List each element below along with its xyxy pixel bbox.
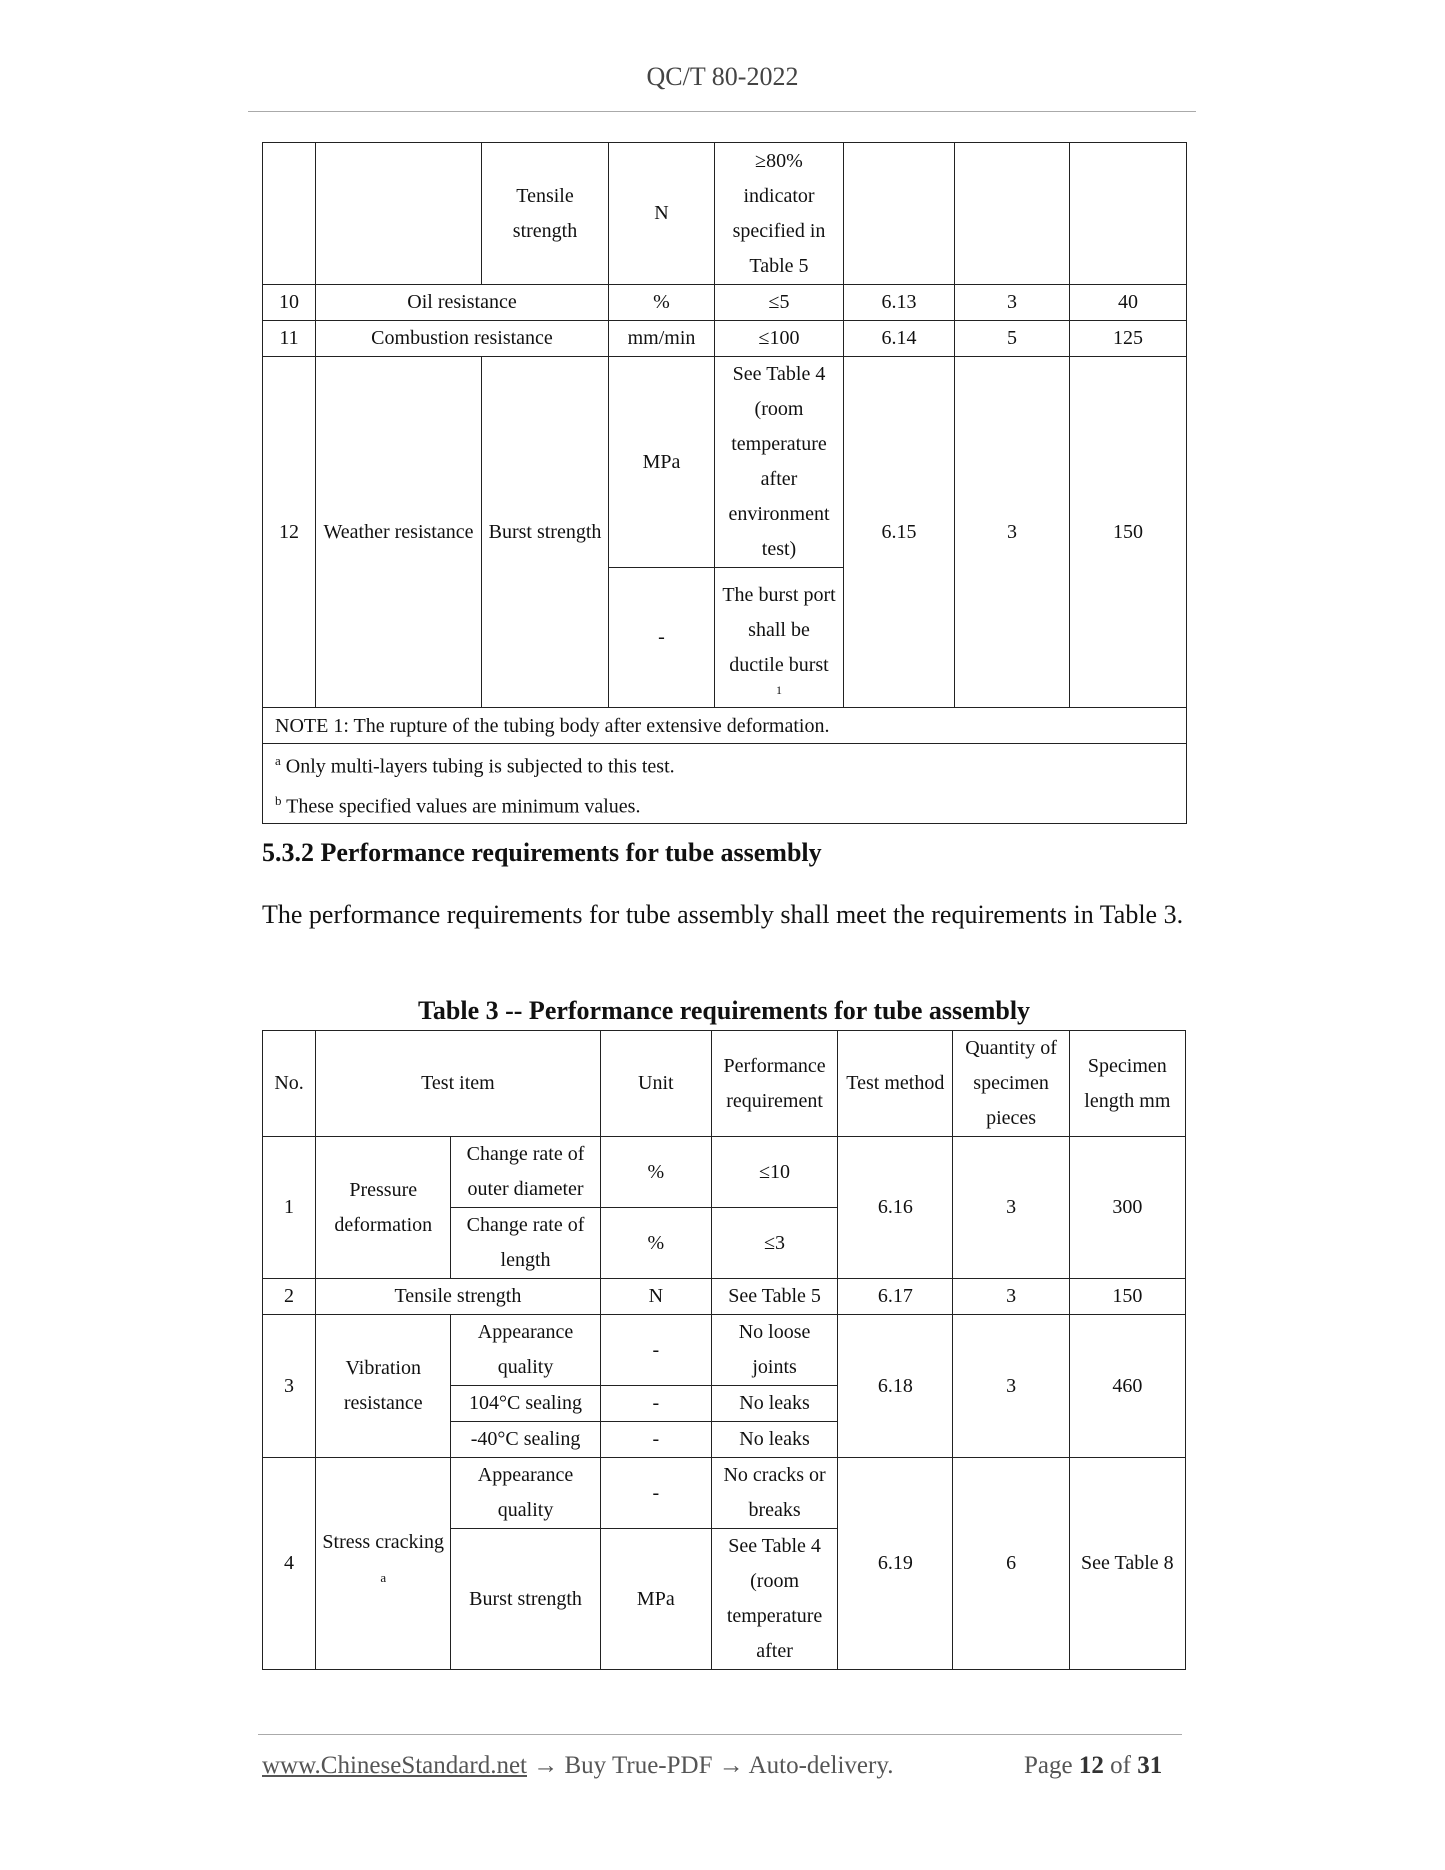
cell-requirement: No cracks or breaks	[711, 1458, 837, 1529]
cell-requirement	[715, 568, 844, 708]
cell-method: 6.19	[838, 1458, 953, 1670]
cell-requirement: ≤10	[711, 1137, 837, 1208]
cell-quantity: 3	[955, 285, 1070, 321]
table-header-row	[263, 1031, 1186, 1137]
cell-subitem: Burst strength	[482, 357, 609, 708]
cell-subitem: Tensile strength	[482, 143, 609, 285]
page-indicator: Page 12 of 31	[1024, 1752, 1163, 1779]
footer-trail: → Buy True-PDF → Auto-delivery.	[527, 1752, 894, 1779]
cell-unit: %	[600, 1137, 711, 1208]
cell-requirement: No loose joints	[711, 1315, 837, 1386]
table-row	[263, 1279, 1186, 1315]
table-row	[263, 708, 1187, 744]
note-reference: 1	[776, 683, 782, 697]
cell-empty	[955, 143, 1070, 285]
cell-subitem: Appearance quality	[451, 1458, 600, 1529]
header-divider	[248, 111, 1196, 112]
header-title: QC/T 80-2022	[646, 62, 799, 91]
section-paragraph: The performance requirements for tube assembly shall meet the requirements in Table 3.	[262, 900, 1184, 929]
cell-length: 300	[1069, 1137, 1185, 1279]
cell-length: 125	[1070, 321, 1187, 357]
cell-empty	[316, 143, 482, 285]
cell-quantity: 5	[955, 321, 1070, 357]
cell-no: 11	[263, 321, 316, 357]
cell-quantity: 3	[953, 1315, 1069, 1458]
cell-no: 3	[263, 1315, 316, 1458]
cell-subitem: -40°C sealing	[451, 1422, 600, 1458]
cell-requirement: No leaks	[711, 1386, 837, 1422]
cell-subitem: Burst strength	[451, 1529, 600, 1670]
cell-unit: N	[609, 143, 715, 285]
cell-item	[316, 1458, 451, 1670]
cell-empty	[1070, 143, 1187, 285]
section-heading: 5.3.2 Performance requirements for tube assembly	[262, 838, 822, 867]
header-requirement: Performance requirement	[711, 1031, 837, 1137]
cell-no: 4	[263, 1458, 316, 1670]
cell-requirement: ≤100	[715, 321, 844, 357]
cell-item: Vibration resistance	[316, 1315, 451, 1458]
footnote-reference: a	[380, 1570, 387, 1586]
requirement-text: The burst port shall be ductile burst	[722, 584, 836, 676]
cell-length: See Table 8	[1069, 1458, 1185, 1670]
cell-method: 6.18	[838, 1315, 953, 1458]
table-3	[262, 1030, 1186, 1670]
cell-length: 40	[1070, 285, 1187, 321]
table-row	[263, 1458, 1186, 1529]
cell-subitem: 104°C sealing	[451, 1386, 600, 1422]
cell-no: 2	[263, 1279, 316, 1315]
cell-length: 460	[1069, 1315, 1185, 1458]
cell-item: Weather resistance	[316, 357, 482, 708]
item-text: Stress cracking	[322, 1531, 445, 1554]
cell-unit: %	[600, 1208, 711, 1279]
cell-subitem: Appearance quality	[451, 1315, 600, 1386]
footnote-a: $^a$ Only multi-layers tubing is subjected to this test.	[275, 753, 675, 778]
cell-length: 150	[1070, 357, 1187, 708]
cell-empty	[263, 143, 316, 285]
header-unit: Unit	[600, 1031, 711, 1137]
cell-no: 10	[263, 285, 316, 321]
header-quantity: Quantity of specimen pieces	[953, 1031, 1069, 1137]
cell-item: Oil resistance	[316, 285, 609, 321]
table-footnotes	[263, 744, 1187, 824]
cell-item: Combustion resistance	[316, 321, 609, 357]
cell-unit: -	[600, 1386, 711, 1422]
table-row	[263, 1315, 1186, 1386]
table-row	[263, 744, 1187, 824]
table-3-caption: Table 3 -- Performance requirements for tube assembly	[417, 996, 1031, 1025]
table-row	[263, 321, 1187, 357]
header-method: Test method	[838, 1031, 953, 1137]
table-row	[263, 285, 1187, 321]
footer-links	[262, 1752, 893, 1780]
table-2-continuation	[262, 142, 1187, 824]
cell-unit: N	[600, 1279, 711, 1315]
cell-unit: -	[600, 1422, 711, 1458]
cell-unit: -	[600, 1315, 711, 1386]
cell-length: 150	[1069, 1279, 1185, 1315]
cell-unit: mm/min	[609, 321, 715, 357]
table-note: NOTE 1: The rupture of the tubing body after extensive deformation.	[263, 708, 1187, 744]
cell-method: 6.13	[844, 285, 955, 321]
cell-unit: MPa	[600, 1529, 711, 1670]
table-row	[263, 1137, 1186, 1208]
cell-requirement: No leaks	[711, 1422, 837, 1458]
table-row	[263, 357, 1187, 568]
cell-quantity: 3	[953, 1279, 1069, 1315]
page-current: 12	[1078, 1752, 1104, 1779]
header-length: Specimen length mm	[1069, 1031, 1185, 1137]
cell-requirement: ≤5	[715, 285, 844, 321]
cell-requirement: ≤3	[711, 1208, 837, 1279]
cell-method: 6.16	[838, 1137, 953, 1279]
header-no: No.	[263, 1031, 316, 1137]
table-row	[263, 143, 1187, 285]
cell-unit: -	[609, 568, 715, 708]
cell-subitem: Change rate of length	[451, 1208, 600, 1279]
cell-requirement: See Table 5	[711, 1279, 837, 1315]
cell-requirement: See Table 4 (room temperature after environment test)	[715, 357, 844, 568]
page-total: 31	[1137, 1752, 1163, 1779]
footer-divider	[258, 1734, 1182, 1735]
cell-quantity: 6	[953, 1458, 1069, 1670]
cell-quantity: 3	[953, 1137, 1069, 1279]
cell-no: 1	[263, 1137, 316, 1279]
cell-subitem: Change rate of outer diameter	[451, 1137, 600, 1208]
site-link[interactable]: www.ChineseStandard.net	[262, 1752, 527, 1779]
cell-item: Tensile strength	[316, 1279, 601, 1315]
cell-no: 12	[263, 357, 316, 708]
cell-requirement: ≥80% indicator specified in Table 5	[715, 143, 844, 285]
cell-unit: %	[609, 285, 715, 321]
cell-empty	[844, 143, 955, 285]
cell-unit: MPa	[609, 357, 715, 568]
cell-method: 6.17	[838, 1279, 953, 1315]
cell-method: 6.14	[844, 321, 955, 357]
header-test-item: Test item	[316, 1031, 601, 1137]
cell-quantity: 3	[955, 357, 1070, 708]
cell-item: Pressure deformation	[316, 1137, 451, 1279]
cell-requirement: See Table 4 (room temperature after	[711, 1529, 837, 1670]
footnote-b: $^b$ These specified values are minimum values.	[275, 792, 641, 818]
cell-unit: -	[600, 1458, 711, 1529]
cell-method: 6.15	[844, 357, 955, 708]
